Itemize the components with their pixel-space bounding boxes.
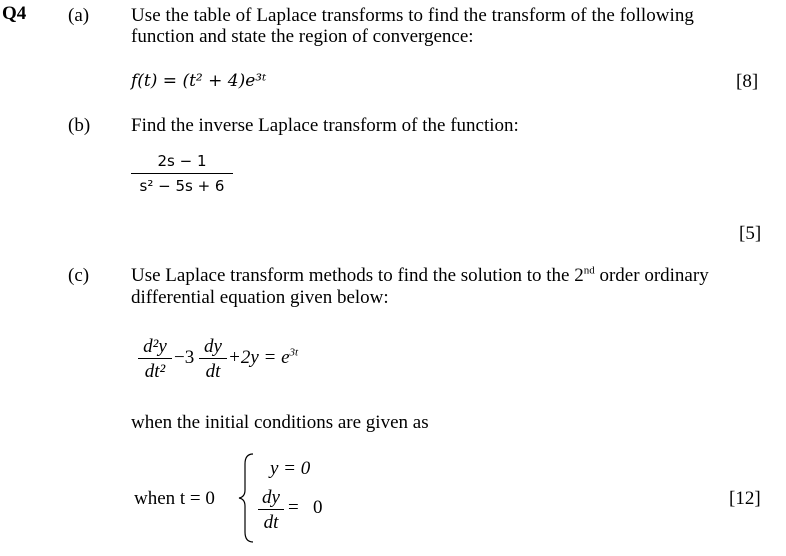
part-b-denominator: s² − 5s + 6: [139, 177, 225, 195]
ode-op1: −3: [174, 347, 195, 368]
ode-rhs: [228, 347, 298, 369]
ode-d2y-den: dt²: [144, 361, 166, 382]
part-c-text-line1-a: Use Laplace transform methods to find the solution to the 2: [131, 265, 584, 286]
part-a-text-line1: Use the table of Laplace transforms to find the transform of the following: [131, 5, 694, 26]
part-c-text-line1: [131, 264, 709, 287]
part-b-label: (b): [68, 115, 91, 136]
condition-dy-fraction: [258, 487, 284, 533]
part-b-fraction-bar: [131, 173, 233, 174]
ode-dy-den: dt: [205, 361, 221, 382]
part-a-text-line2: function and state the region of convergence:: [131, 26, 474, 47]
left-brace-icon: [236, 452, 258, 544]
part-b-text: Find the inverse Laplace transform of the function:: [131, 115, 519, 136]
part-c-text-line1-b: order ordinary: [594, 265, 709, 286]
part-c-conditions-intro: when the initial conditions are given as: [131, 412, 429, 433]
ode-dy-num: dy: [204, 336, 222, 357]
part-c-ordinal-sup: nd: [583, 264, 595, 277]
ode-rhs-exponent: 3t: [289, 346, 299, 359]
ode-d2y-bar: [138, 358, 172, 359]
condition-dy-den: dt: [263, 512, 279, 533]
question-number: Q4: [2, 3, 27, 24]
ode-dy-bar: [199, 358, 227, 359]
condition-dy-num: dy: [262, 487, 280, 508]
part-b-fraction: [131, 152, 233, 195]
ode-d2y-fraction: [138, 336, 172, 382]
condition-dy-bar: [258, 509, 284, 510]
part-c-label: (c): [68, 265, 90, 286]
part-a-equation: f(t) = (t² + 4)e³ᵗ: [131, 71, 267, 91]
part-c-text-line2: differential equation given below:: [131, 287, 389, 308]
ode-dy-fraction: [199, 336, 227, 382]
part-a-label: (a): [68, 5, 90, 26]
condition-y: y = 0: [270, 458, 311, 479]
part-b-numerator: 2s − 1: [157, 152, 207, 170]
part-c-when-label: when t = 0: [134, 488, 215, 509]
part-a-marks: [8]: [736, 71, 759, 92]
condition-dy-rhs: = 0: [288, 497, 323, 518]
part-b-marks: [5]: [739, 223, 762, 244]
ode-rhs-main: +2y = e: [228, 347, 290, 368]
ode-d2y-num: d²y: [143, 336, 167, 357]
part-c-marks: [12]: [729, 488, 761, 509]
